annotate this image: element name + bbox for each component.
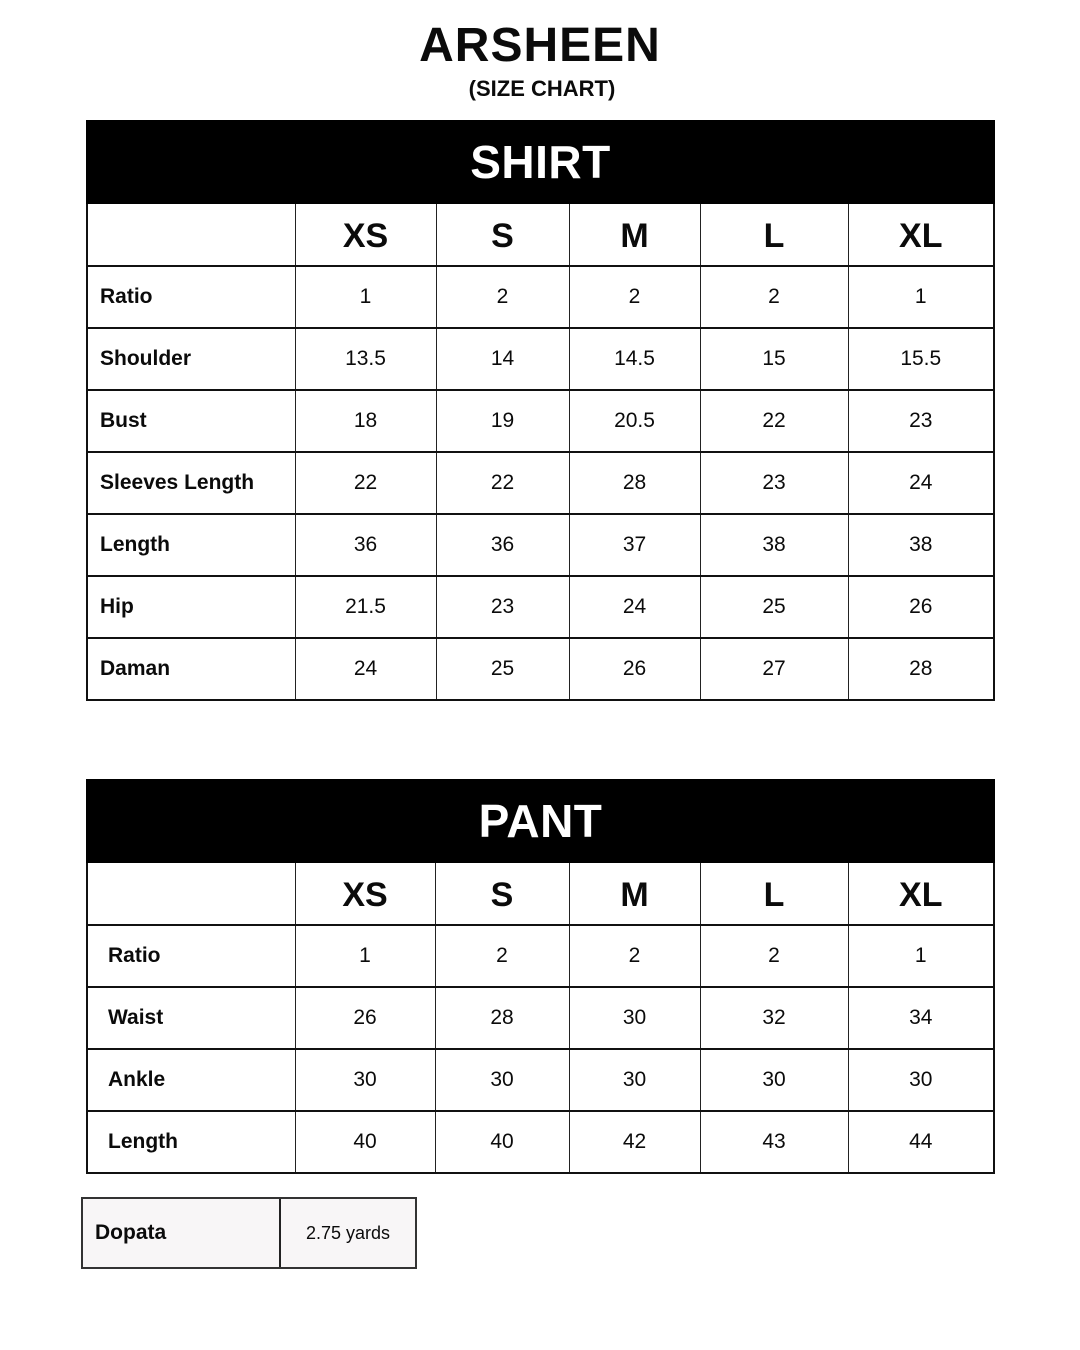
cell-value: 14: [436, 328, 569, 390]
size-header: L: [700, 862, 848, 925]
row-label: Waist: [87, 987, 295, 1049]
size-header: XS: [295, 862, 435, 925]
table-row: [87, 266, 994, 328]
cell-value: 30: [569, 987, 700, 1049]
dopata-box: [81, 1197, 417, 1269]
row-label: Ratio: [87, 266, 295, 328]
cell-value: 20.5: [569, 390, 700, 452]
cell-value: 28: [569, 452, 700, 514]
cell-value: 21.5: [295, 576, 436, 638]
row-label: Length: [87, 514, 295, 576]
table-row: [87, 576, 994, 638]
size-header: S: [435, 862, 569, 925]
cell-value: 42: [569, 1111, 700, 1173]
cell-value: 30: [700, 1049, 848, 1111]
cell-value: 34: [848, 987, 994, 1049]
row-label: Ankle: [87, 1049, 295, 1111]
dopata-value: 2.75 yards: [305, 1222, 391, 1243]
cell-value: 26: [848, 576, 994, 638]
table-row: [87, 390, 994, 452]
cell-value: 1: [848, 925, 994, 987]
empty-header-cell: [87, 862, 295, 925]
size-header: L: [700, 203, 848, 266]
brand-title: ARSHEEN: [419, 19, 661, 72]
cell-value: 30: [295, 1049, 435, 1111]
row-label: Ratio: [87, 925, 295, 987]
chart-subtitle: (SIZE CHART): [468, 76, 616, 101]
cell-value: 40: [435, 1111, 569, 1173]
table-row: [87, 452, 994, 514]
cell-value: 15.5: [848, 328, 994, 390]
empty-header-cell: [87, 203, 295, 266]
dopata-label: Dopata: [83, 1199, 281, 1267]
row-label: Hip: [87, 576, 295, 638]
pant-size-table: [86, 779, 995, 1174]
size-header: XS: [295, 203, 436, 266]
cell-value: 24: [569, 576, 700, 638]
row-label: Shoulder: [87, 328, 295, 390]
cell-value: 28: [848, 638, 994, 700]
cell-value: 26: [295, 987, 435, 1049]
table-row: [87, 328, 994, 390]
cell-value: 14.5: [569, 328, 700, 390]
cell-value: 22: [436, 452, 569, 514]
size-header: M: [569, 862, 700, 925]
row-label: Daman: [87, 638, 295, 700]
cell-value: 30: [569, 1049, 700, 1111]
table-row: [87, 514, 994, 576]
cell-value: 18: [295, 390, 436, 452]
cell-value: 13.5: [295, 328, 436, 390]
cell-value: 27: [700, 638, 848, 700]
cell-value: 36: [295, 514, 436, 576]
cell-value: 1: [848, 266, 994, 328]
cell-value: 30: [435, 1049, 569, 1111]
row-label: Sleeves Length: [87, 452, 295, 514]
cell-value: 30: [848, 1049, 994, 1111]
cell-value: 23: [700, 452, 848, 514]
cell-value: 24: [848, 452, 994, 514]
table-row: [87, 1111, 994, 1173]
cell-value: 23: [436, 576, 569, 638]
cell-value: 38: [848, 514, 994, 576]
table-row: [87, 1049, 994, 1111]
cell-value: 22: [700, 390, 848, 452]
cell-value: 28: [435, 987, 569, 1049]
size-header: XL: [848, 862, 994, 925]
cell-value: 2: [435, 925, 569, 987]
cell-value: 2: [569, 925, 700, 987]
pant-size-header-row: [87, 862, 994, 925]
shirt-size-header-row: [87, 203, 994, 266]
table-row: [87, 987, 994, 1049]
size-header: M: [569, 203, 700, 266]
cell-value: 40: [295, 1111, 435, 1173]
size-header: S: [436, 203, 569, 266]
row-label: Length: [87, 1111, 295, 1173]
cell-value: 25: [436, 638, 569, 700]
shirt-section-title: SHIRT: [87, 121, 994, 203]
cell-value: 2: [700, 925, 848, 987]
cell-value: 44: [848, 1111, 994, 1173]
cell-value: 23: [848, 390, 994, 452]
cell-value: 24: [295, 638, 436, 700]
row-label: Bust: [87, 390, 295, 452]
cell-value: 19: [436, 390, 569, 452]
cell-value: 1: [295, 925, 435, 987]
size-header: XL: [848, 203, 994, 266]
table-row: [87, 638, 994, 700]
shirt-size-table: [86, 120, 995, 701]
cell-value: 43: [700, 1111, 848, 1173]
cell-value: 15: [700, 328, 848, 390]
cell-value: 36: [436, 514, 569, 576]
cell-value: 37: [569, 514, 700, 576]
cell-value: 2: [436, 266, 569, 328]
cell-value: 22: [295, 452, 436, 514]
cell-value: 2: [700, 266, 848, 328]
cell-value: 32: [700, 987, 848, 1049]
cell-value: 26: [569, 638, 700, 700]
pant-section-title: PANT: [87, 780, 994, 862]
cell-value: 25: [700, 576, 848, 638]
cell-value: 1: [295, 266, 436, 328]
cell-value: 2: [569, 266, 700, 328]
cell-value: 38: [700, 514, 848, 576]
table-row: [87, 925, 994, 987]
